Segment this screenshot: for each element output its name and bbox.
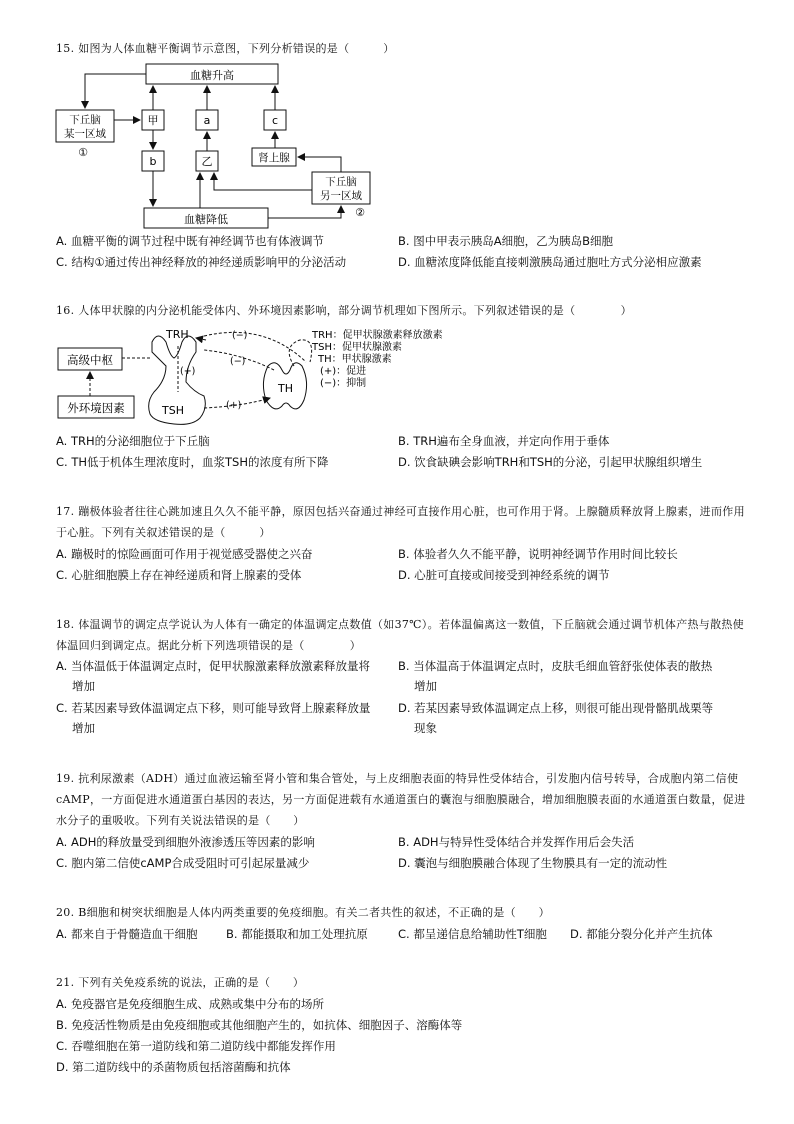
q16-minus-1: (−) [232, 330, 248, 341]
q18-option-d-line1: 若某因素导致体温调定点上移，则很可能出现骨骼肌战栗等 [414, 701, 714, 715]
q17-option-c-label: C. [56, 568, 68, 582]
q20-stem: 20. B细胞和树突状细胞是人体内两类重要的免疫细胞。有关二者共性的叙述，不正确的是（ ） [56, 906, 550, 919]
q18-option-a[interactable] [56, 656, 386, 696]
q19-option-a[interactable] [56, 832, 315, 852]
q15-adrenal: 肾上腺 [258, 152, 290, 164]
q20-option-a[interactable] [56, 924, 197, 944]
q17-option-b-text: 体验者久久不能平静，说明神经调节作用时间比较长 [413, 547, 678, 561]
q16-legend [311, 328, 443, 389]
q15-mark2: ② [355, 206, 365, 219]
q18-option-b-label: B. [398, 659, 410, 673]
q15-hypo2-l1: 下丘脑 [325, 176, 357, 188]
q19-option-d-label: D. [398, 856, 411, 870]
q16-option-a-text: TRH的分泌细胞位于下丘脑 [70, 434, 210, 448]
q20-option-c-text: 都呈递信息给辅助性T细胞 [413, 927, 547, 941]
q20-option-d[interactable] [570, 924, 713, 944]
q20-option-a-text: 都来自于骨髓造血干细胞 [70, 927, 198, 941]
q21-option-c-text: 吞噬细胞在第一道防线和第二道防线中都能发挥作用 [71, 1039, 336, 1053]
q19-option-b[interactable] [398, 832, 634, 852]
q21-option-d[interactable] [56, 1057, 291, 1077]
q15-option-a[interactable] [56, 231, 324, 251]
q20-option-b-text: 都能摄取和加工处理抗原 [241, 927, 368, 941]
q16-option-a[interactable] [56, 431, 210, 451]
q19-option-a-text: ADH的释放量受到细胞外液渗透压等因素的影响 [70, 835, 315, 849]
q19-option-b-label: B. [398, 835, 410, 849]
q15-diagram [50, 58, 390, 233]
q16-legend-2: TSH：促甲状腺激素 [312, 342, 402, 353]
q19-option-c-label: C. [56, 856, 68, 870]
q18-option-b-line1: 当体温高于体温调定点时，皮肤毛细血管舒张使体表的散热 [413, 659, 713, 673]
q16-option-b[interactable] [398, 431, 609, 451]
q17-option-b-label: B. [398, 547, 410, 561]
q16-env-box: 外环境因素 [67, 401, 125, 415]
q18-option-a-line1: 当体温低于体温调定点时，促甲状腺激素释放激素释放量将 [70, 659, 370, 673]
q21-option-b[interactable] [56, 1015, 462, 1035]
q19-option-d[interactable] [398, 853, 667, 873]
q15-option-c[interactable] [56, 252, 346, 272]
q17-option-b[interactable] [398, 544, 678, 564]
q15-mark1: ① [78, 146, 88, 159]
q20-option-b-label: B. [226, 927, 238, 941]
q18-option-a-label: A. [56, 659, 68, 673]
q17-option-c-text: 心脏细胞膜上存在神经递质和肾上腺素的受体 [71, 568, 302, 582]
q19-option-c[interactable] [56, 853, 309, 873]
q16-stem: 16. 人体甲状腺的内分泌机能受体内、外环境因素影响，部分调节机理如下图所示。下列叙述错误的是（ ） [56, 304, 632, 317]
q20-option-d-text: 都能分裂分化并产生抗体 [586, 927, 713, 941]
q17-stem: 17. 蹦极体验者往往心跳加速且久久不能平静，原因包括兴奋通过神经可直接作用心脏，也可作用于肾。上腺髓质释放肾上腺素，进而作用于心脏。下列有关叙述错误的是（ ） [56, 505, 745, 539]
q17-option-a-text: 蹦极时的惊险画面可作用于视觉感受器使之兴奋 [70, 547, 313, 561]
q21-option-b-text: 免疫活性物质是由免疫细胞或其他细胞产生的，如抗体、细胞因子、溶酶体等 [71, 1018, 463, 1032]
q15-option-c-label: C. [56, 255, 68, 269]
q21-option-d-text: 第二道防线中的杀菌物质包括溶菌酶和抗体 [72, 1060, 291, 1074]
q19-option-b-text: ADH与特异性受体结合并发挥作用后会失活 [413, 835, 635, 849]
q16-plus-1: (+) [180, 366, 196, 377]
q18-stem: 18. 体温调节的调定点学说认为人体有一确定的体温调定点数值（如37℃）。若体温偏离这一数值，下丘脑就会通过调节机体产热与散热使体温回归到调定点。据此分析下列选项错误的是（ ） [56, 618, 744, 652]
q21-option-a[interactable] [56, 994, 324, 1014]
q16-option-b-text: TRH遍布全身血液，并定向作用于垂体 [413, 434, 610, 448]
q18-option-c-line2: 增加 [72, 721, 95, 735]
q16-tsh: TSH [162, 404, 184, 417]
q16-th: TH [278, 382, 293, 395]
q18-option-c-label: C. [56, 701, 68, 715]
q18-option-b[interactable] [398, 656, 728, 696]
q21-option-b-label: B. [56, 1018, 68, 1032]
q17-option-c[interactable] [56, 565, 301, 585]
q19-stem: 19. 抗利尿激素（ADH）通过血液运输至肾小管和集合管处，与上皮细胞表面的特异性受体结合，引发胞内信号转导，合成胞内第二信使cAMP，一方面促进水通道蛋白基因的表达，另一方面促进载有水通道蛋白的囊泡与细胞膜融合，增加细胞膜表面的水通道蛋白数量，促进水分子的重吸收。下列有关说法错误的是（ ） [56, 772, 746, 827]
q19-option-d-text: 囊泡与细胞膜融合体现了生物膜具有一定的流动性 [414, 856, 668, 870]
q21-option-d-label: D. [56, 1060, 69, 1074]
q16-option-c[interactable] [56, 452, 329, 472]
q16-option-c-text: TH低于机体生理浓度时，血浆TSH的浓度有所下降 [71, 455, 329, 469]
q18-option-b-line2: 增加 [414, 679, 437, 693]
q16-center-box: 高级中枢 [67, 353, 113, 367]
q19-option-c-text: 胞内第二信使cAMP合成受阻时可引起尿量减少 [71, 856, 310, 870]
q15-bottom-box: 血糖降低 [184, 213, 228, 226]
q15-jia: 甲 [147, 114, 159, 127]
q15-top-box: 血糖升高 [190, 69, 234, 82]
q18-option-a-line2: 增加 [72, 679, 95, 693]
q16-option-d[interactable] [398, 452, 702, 472]
q17-option-d-text: 心脏可直接或间接受到神经系统的调节 [414, 568, 610, 582]
q16-option-d-text: 饮食缺碘会影响TRH和TSH的分泌，引起甲状腺组织增生 [414, 455, 703, 469]
q18-option-d-line2: 现象 [414, 721, 437, 735]
q18-option-c[interactable] [56, 698, 386, 738]
q16-option-c-label: C. [56, 455, 68, 469]
q15-option-b-text: 图中甲表示胰岛A细胞，乙为胰岛B细胞 [413, 234, 613, 248]
q15-option-a-label: A. [56, 234, 68, 248]
q16-plus-2: (+) [226, 400, 242, 411]
q15-c: c [271, 114, 279, 127]
q20-option-c-label: C. [398, 927, 410, 941]
q16-option-a-label: A. [56, 434, 68, 448]
q16-legend-1: TRH：促甲状腺激素释放激素 [312, 330, 443, 341]
q16-trh: TRH [166, 328, 189, 341]
q18-option-d[interactable] [398, 698, 728, 738]
q19-option-a-label: A. [56, 835, 68, 849]
q15-option-b[interactable] [398, 231, 613, 251]
q15-option-d-label: D. [398, 255, 411, 269]
q15-option-a-text: 血糖平衡的调节过程中既有神经调节也有体液调节 [70, 234, 324, 248]
q15-option-d[interactable] [398, 252, 702, 272]
q15-b: b [149, 155, 157, 168]
q18-option-c-line1: 若某因素导致体温调定点下移，则可能导致肾上腺素释放量 [71, 701, 371, 715]
q15-hypo1-l1: 下丘脑 [69, 114, 101, 126]
q16-diagram [54, 322, 474, 430]
q20-option-c[interactable] [398, 924, 547, 944]
q17-option-d-label: D. [398, 568, 411, 582]
q15-a: a [203, 114, 211, 127]
q15-hypo1-l2: 某一区域 [64, 128, 106, 140]
q21-option-c[interactable] [56, 1036, 336, 1056]
q16-legend-4: (+)：促进 [320, 366, 367, 377]
q15-option-b-label: B. [398, 234, 410, 248]
q20-option-d-label: D. [570, 927, 583, 941]
q15-option-d-text: 血糖浓度降低能直接刺激胰岛通过胞吐方式分泌相应激素 [414, 255, 702, 269]
q16-option-b-label: B. [398, 434, 410, 448]
q21-option-a-label: A. [56, 997, 68, 1011]
q21-option-a-text: 免疫器官是免疫细胞生成、成熟或集中分布的场所 [70, 997, 324, 1011]
q20-option-b[interactable] [226, 924, 368, 944]
q16-legend-5: (−)：抑制 [320, 378, 367, 389]
q21-stem: 21. 下列有关免疫系统的说法，正确的是（ ） [56, 976, 305, 989]
q15-stem: 15. 如图为人体血糖平衡调节示意图，下列分析错误的是（ ） [56, 42, 395, 55]
q20-option-a-label: A. [56, 927, 68, 941]
q16-legend-3: TH：甲状腺激素 [318, 354, 392, 365]
q17-option-a-label: A. [56, 547, 68, 561]
q17-option-a[interactable] [56, 544, 312, 564]
q18-option-d-label: D. [398, 701, 411, 715]
q21-option-c-label: C. [56, 1039, 68, 1053]
q15-option-c-text: 结构①通过传出神经释放的神经递质影响甲的分泌活动 [71, 255, 347, 269]
q16-option-d-label: D. [398, 455, 411, 469]
q15-hypo2-l2: 另一区域 [320, 190, 362, 202]
q17-option-d[interactable] [398, 565, 610, 585]
q15-yi: 乙 [201, 155, 213, 168]
q16-minus-2: (−) [230, 356, 246, 367]
